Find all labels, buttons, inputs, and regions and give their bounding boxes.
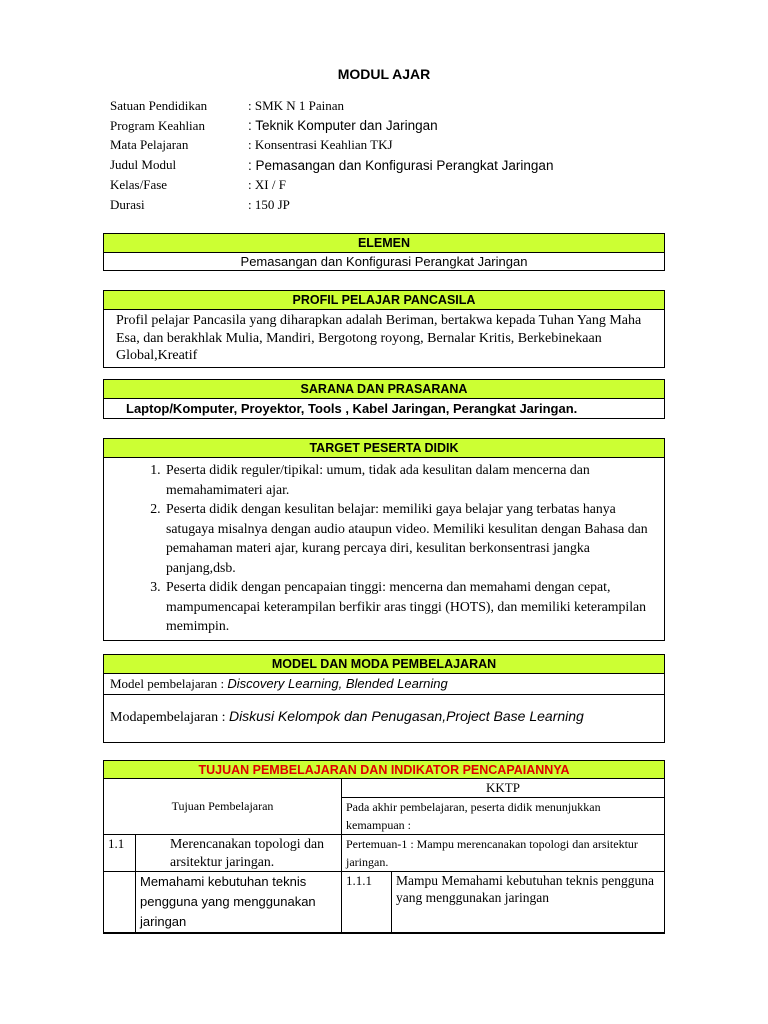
model-section — [103, 654, 665, 743]
row-tujuan: Merencanakan topologi dan arsitektur jaringan. — [136, 835, 342, 872]
kktp-intro: Pada akhir pembelajaran, peserta didik menunjukkan kemampuan : — [342, 798, 665, 835]
list-item: 2. Peserta didik dengan kesulitan belajar: memiliki gaya belajar yang terbatas hanya satugaya misalnya dengan audio ataupun video. Memiliki kesulitan dengan Bahasa dan pemahaman materi ajar, kurang percaya diri, kesulitan berkonsentrasi jangka panjang,dsb. — [164, 499, 654, 577]
document-title: MODUL AJAR — [337, 66, 431, 82]
model-header: MODEL DAN MODA PEMBELAJARAN — [104, 655, 664, 674]
info-value: : Pemasangan dan Konfigurasi Perangkat Jaringan — [248, 157, 554, 173]
info-row-mapel — [110, 136, 670, 156]
tujuan-table — [103, 778, 665, 933]
info-row-satuan — [110, 96, 670, 116]
row-number: 1.1.1 — [342, 872, 392, 933]
module-info — [110, 96, 670, 215]
info-value: : Konsentrasi Keahlian TKJ — [248, 137, 393, 153]
profil-body: Profil pelajar Pancasila yang diharapkan adalah Beriman, bertakwa kepada Tuhan Yang Maha Esa, dan berakhlak Mulia, Mandiri, Bergotong royong, Bernalar Kritis, Berkebinekaan Global,Kreatif — [116, 313, 642, 363]
row-number: 1.1 — [104, 835, 136, 872]
sarana-header: SARANA DAN PRASARANA — [104, 380, 664, 399]
table-row — [104, 872, 665, 933]
col-kktp-header: KKTP — [342, 779, 665, 798]
sarana-section — [103, 379, 665, 419]
info-value: : Teknik Komputer dan Jaringan — [248, 118, 438, 134]
profil-section — [103, 290, 665, 368]
info-row-judul — [110, 155, 670, 175]
target-header: TARGET PESERTA DIDIK — [104, 439, 664, 458]
info-row-durasi — [110, 195, 670, 215]
info-row-program — [110, 116, 670, 136]
info-label: Durasi — [110, 196, 145, 212]
moda-label: Modapembelajaran : — [110, 710, 229, 725]
tujuan-section — [103, 760, 665, 934]
info-label: Judul Modul — [110, 157, 177, 173]
list-item: 1. Peserta didik reguler/tipikal: umum, tidak ada kesulitan dalam mencerna dan memahamimateri ajar. — [164, 460, 654, 499]
row-kktp: Mampu Memahami kebutuhan teknis pengguna yang menggunakan jaringan — [392, 872, 665, 933]
elemen-section — [103, 233, 665, 271]
model-label: Model pembelajaran : — [110, 676, 228, 691]
info-value: : 150 JP — [248, 196, 290, 212]
info-value: : SMK N 1 Painan — [248, 97, 345, 113]
table-row — [104, 835, 665, 872]
sarana-body: Laptop/Komputer, Proyektor, Tools , Kabel Jaringan, Perangkat Jaringan. — [126, 401, 578, 416]
elemen-header: ELEMEN — [104, 234, 664, 253]
moda-value: Diskusi Kelompok dan Penugasan,Project Base Learning — [228, 708, 584, 724]
table-row — [104, 779, 665, 798]
list-item: 3. Peserta didik dengan pencapaian tinggi: mencerna dan memahami dengan cepat, mampumencapai keterampilan berfikir aras tinggi (HOTS), dan memiliki keterampilan memimpin. — [164, 577, 654, 636]
profil-header: PROFIL PELAJAR PANCASILA — [104, 291, 664, 310]
info-label: Program Keahlian — [110, 117, 205, 133]
info-label: Kelas/Fase — [110, 177, 168, 193]
elemen-body: Pemasangan dan Konfigurasi Perangkat Jaringan — [240, 254, 528, 269]
info-value: : XI / F — [248, 177, 286, 193]
info-row-kelas — [110, 175, 670, 195]
moda-pembelajaran — [104, 695, 664, 742]
info-label: Satuan Pendidikan — [110, 97, 208, 113]
model-pembelajaran — [104, 674, 664, 695]
model-value: Discovery Learning, Blended Learning — [227, 676, 448, 691]
col-tujuan-header: Tujuan Pembelajaran — [104, 779, 342, 835]
empty-cell — [104, 872, 136, 933]
target-list — [104, 458, 664, 640]
target-section — [103, 438, 665, 641]
row-kktp: Pertemuan-1 : Mampu merencanakan topologi dan arsitektur jaringan. — [342, 835, 665, 872]
row-tujuan: Memahami kebutuhan teknis pengguna yang menggunakan jaringan — [136, 872, 342, 933]
tujuan-header: TUJUAN PEMBELAJARAN DAN INDIKATOR PENCAPAIANNYA — [104, 761, 664, 779]
info-label: Mata Pelajaran — [110, 137, 189, 153]
